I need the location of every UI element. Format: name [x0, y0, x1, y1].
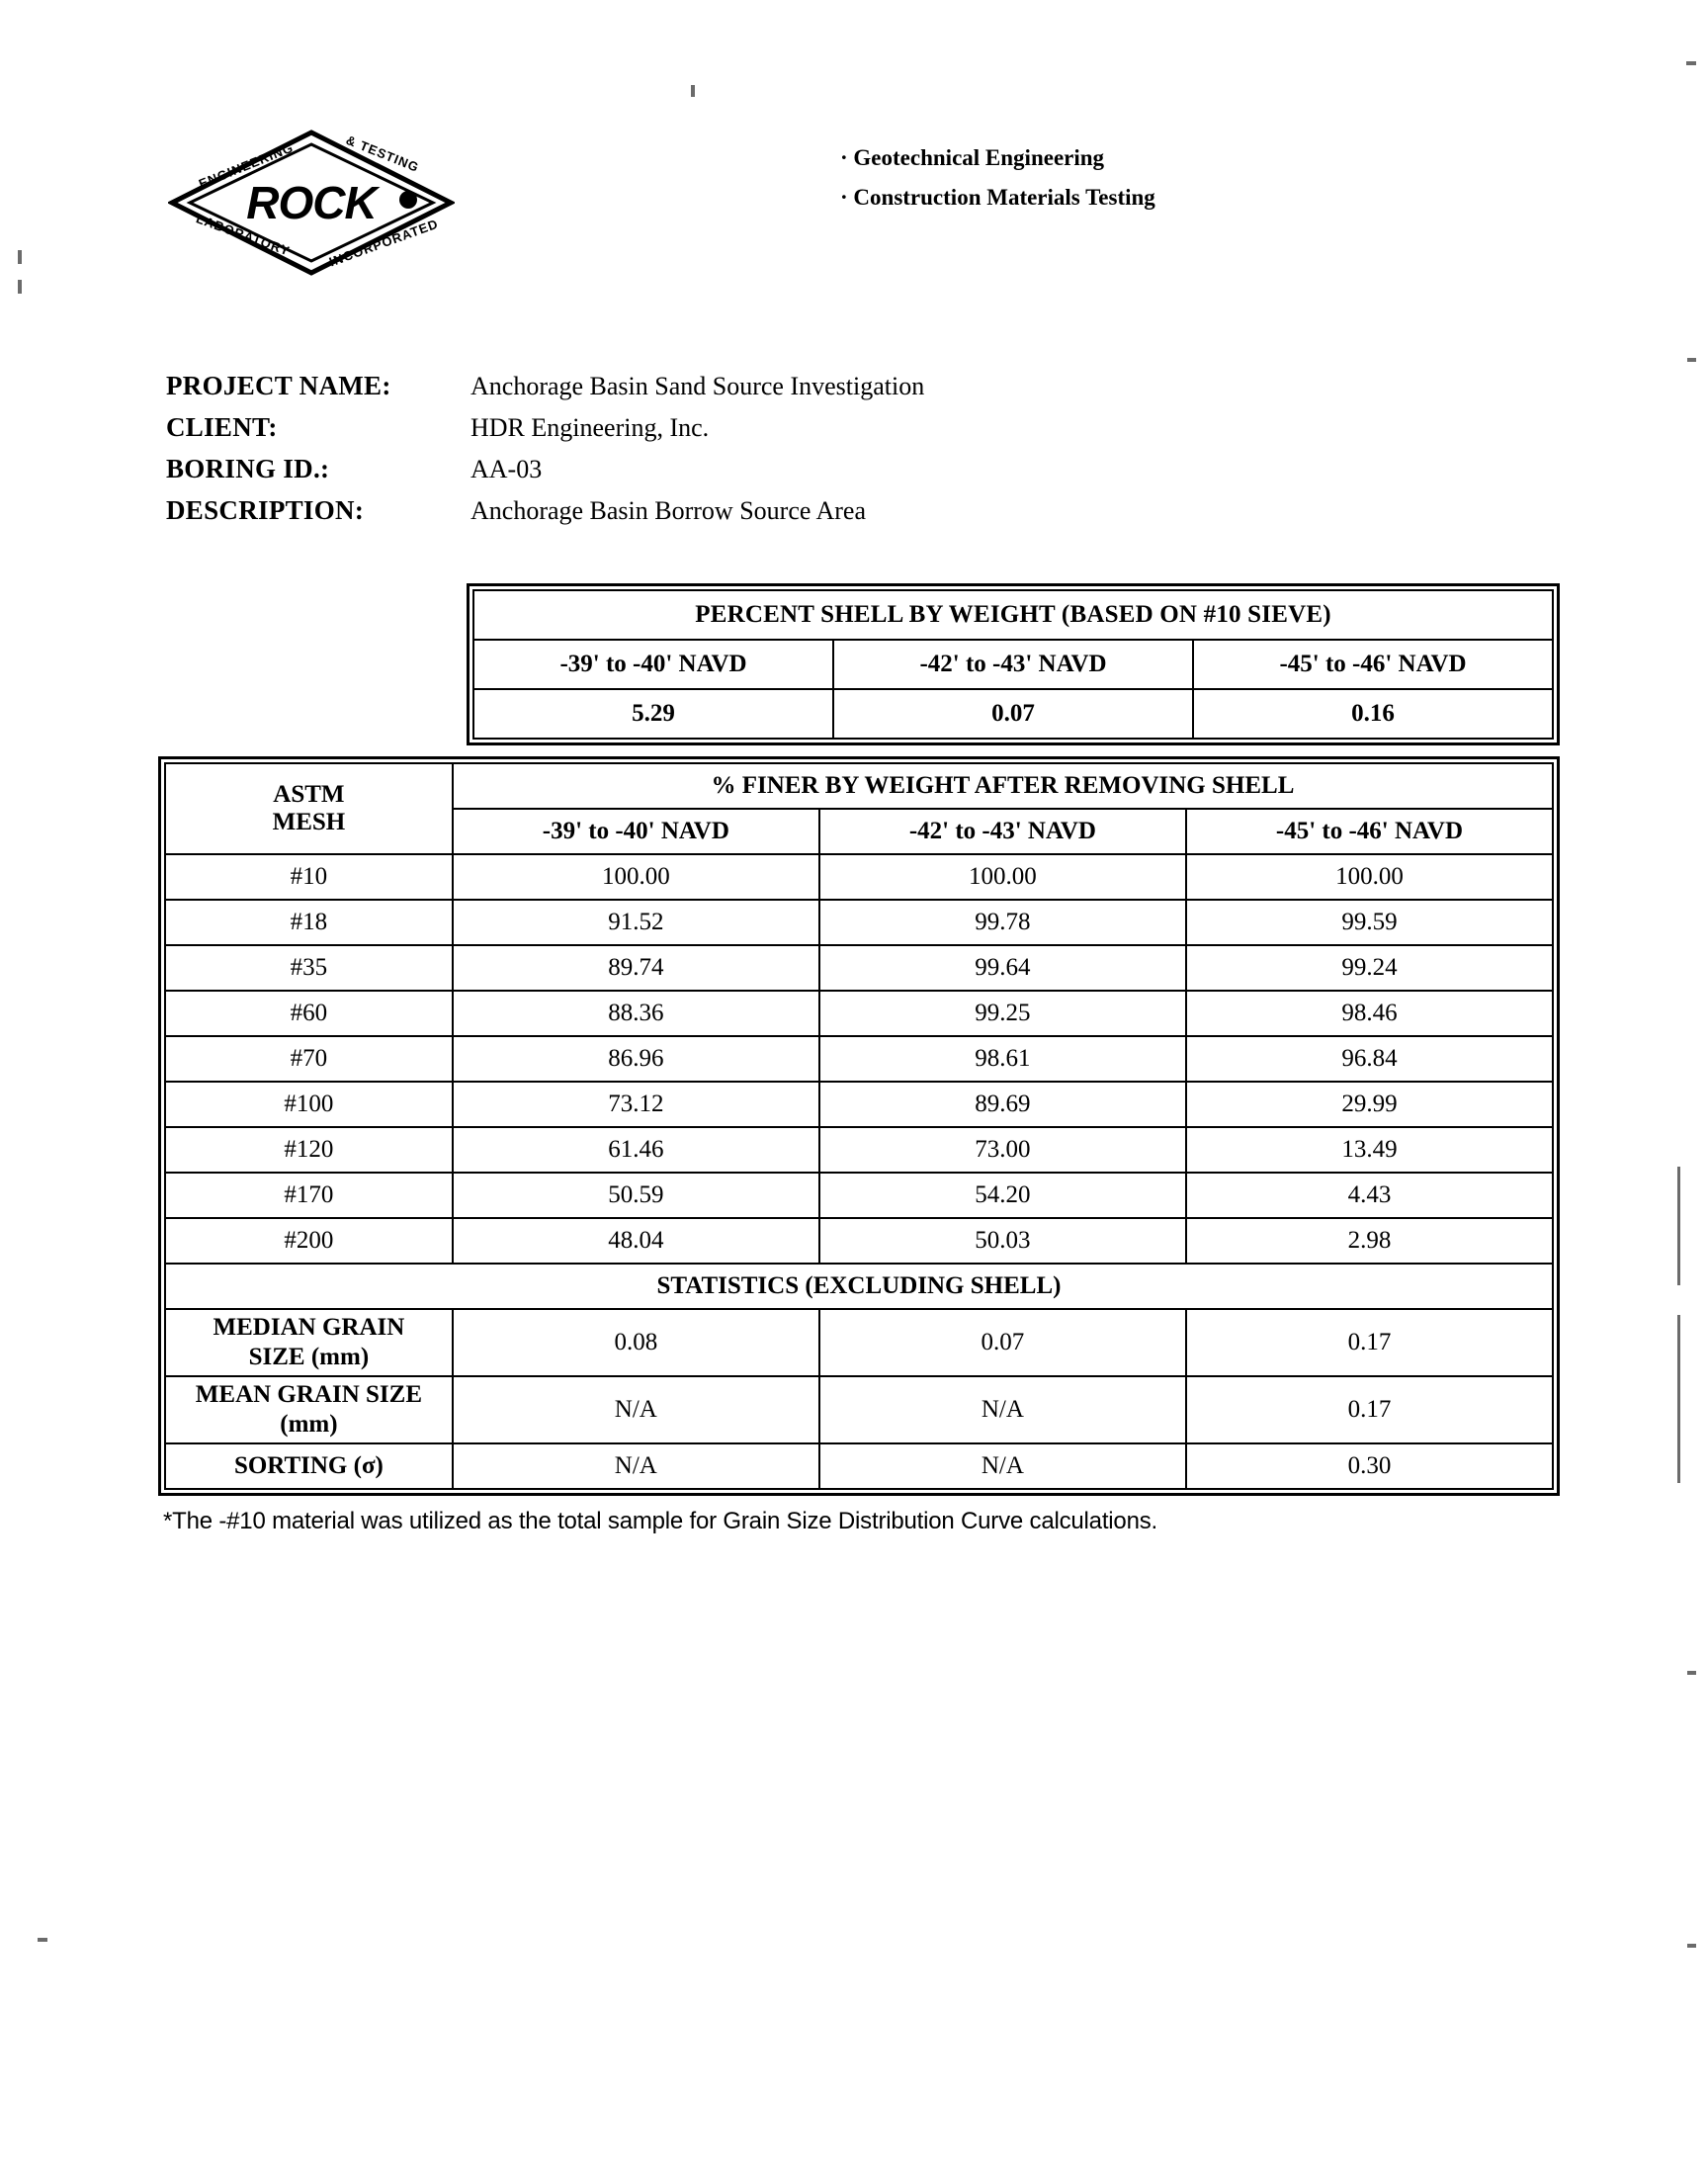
cell-value: 100.00 [819, 854, 1186, 900]
info-label: BORING ID.: [166, 454, 330, 483]
table-row [165, 1264, 1553, 1309]
scan-mark [18, 250, 22, 264]
statistic-label-line2: (mm) [280, 1411, 338, 1438]
scan-mark [1677, 1315, 1680, 1483]
mesh-label: #120 [165, 1127, 453, 1173]
service-item: · Construction Materials Testing [840, 185, 1155, 210]
table-row [165, 763, 1553, 809]
info-value: AA-03 [470, 455, 543, 483]
cell-value: 54.20 [819, 1173, 1186, 1218]
table-row [165, 1036, 1553, 1082]
cell-value: 99.25 [819, 991, 1186, 1036]
info-value: Anchorage Basin Borrow Source Area [470, 496, 866, 525]
statistics-title: STATISTICS (EXCLUDING SHELL) [165, 1264, 1553, 1309]
table-row [165, 900, 1553, 945]
gradation-table [164, 762, 1554, 1490]
scan-mark [1687, 1944, 1696, 1948]
mesh-label: #200 [165, 1218, 453, 1264]
cell-value: 50.03 [819, 1218, 1186, 1264]
cell-value: 0.07 [819, 1309, 1186, 1376]
service-item: · Geotechnical Engineering [840, 145, 1105, 170]
gradation-table-container [158, 756, 1560, 1496]
column-header: -42' to -43' NAVD [819, 809, 1186, 854]
info-label: CLIENT: [166, 412, 278, 442]
scan-mark [691, 85, 695, 97]
cell-value: 0.17 [1186, 1376, 1553, 1443]
cell-value: 99.78 [819, 900, 1186, 945]
column-header: -45' to -46' NAVD [1193, 640, 1553, 689]
logo-ring-bottom-right: INCORPORATED [326, 216, 441, 270]
statistic-label [165, 1443, 453, 1489]
info-row [166, 371, 1451, 412]
cell-value: 99.24 [1186, 945, 1553, 991]
table-row [165, 1127, 1553, 1173]
cell-value: 61.46 [453, 1127, 819, 1173]
percent-shell-table-border [467, 583, 1560, 745]
statistic-label [165, 1376, 453, 1443]
table-row [165, 1173, 1553, 1218]
table-row [165, 1443, 1553, 1489]
cell-value: N/A [453, 1443, 819, 1489]
info-value: HDR Engineering, Inc. [470, 413, 710, 442]
info-label: PROJECT NAME: [166, 371, 391, 400]
logo-ring-top-left: ENGINEERING [196, 139, 297, 192]
cell-value: 89.69 [819, 1082, 1186, 1127]
footnote: *The -#10 material was utilized as the total sample for Grain Size Distribution Curve calculations. [163, 1508, 1157, 1534]
services-list [840, 138, 1155, 218]
scan-mark [1687, 1671, 1696, 1675]
info-row [166, 412, 1451, 454]
gradation-table-border [158, 756, 1560, 1496]
scan-mark [1686, 61, 1696, 65]
cell-value: 96.84 [1186, 1036, 1553, 1082]
column-header: -39' to -40' NAVD [473, 640, 833, 689]
statistic-label-line2: SIZE (mm) [248, 1344, 370, 1370]
column-header: -42' to -43' NAVD [833, 640, 1193, 689]
cell-value: 73.00 [819, 1127, 1186, 1173]
shell-value: 5.29 [473, 689, 833, 739]
cell-value: 13.49 [1186, 1127, 1553, 1173]
scan-mark [1687, 358, 1696, 362]
cell-value: 29.99 [1186, 1082, 1553, 1127]
cell-value: N/A [819, 1443, 1186, 1489]
cell-value: 99.59 [1186, 900, 1553, 945]
cell-value: 88.36 [453, 991, 819, 1036]
statistic-label-line1: MEDIAN GRAIN [213, 1314, 405, 1341]
logo-ring-bottom-left: LABORATORY [194, 211, 293, 259]
logo-ring-top-right: & TESTING [344, 131, 422, 176]
info-row [166, 454, 1451, 495]
column-header: -45' to -46' NAVD [1186, 809, 1553, 854]
percent-shell-table-container [467, 583, 1560, 745]
mesh-label: #35 [165, 945, 453, 991]
shell-value: 0.07 [833, 689, 1193, 739]
table-row [473, 640, 1553, 689]
mesh-label: #60 [165, 991, 453, 1036]
cell-value: 48.04 [453, 1218, 819, 1264]
scan-mark [1677, 1167, 1680, 1285]
info-label: DESCRIPTION: [166, 495, 365, 525]
cell-value: 99.64 [819, 945, 1186, 991]
company-logo [168, 129, 465, 287]
column-header: -39' to -40' NAVD [453, 809, 819, 854]
cell-value: 98.46 [1186, 991, 1553, 1036]
document-header [158, 119, 1562, 297]
cell-value: 89.74 [453, 945, 819, 991]
table-row [165, 991, 1553, 1036]
table-row [165, 1082, 1553, 1127]
project-info [166, 371, 1451, 537]
percent-shell-table [472, 589, 1554, 740]
scan-mark [18, 280, 22, 294]
table-row [165, 854, 1553, 900]
percent-shell-title: PERCENT SHELL BY WEIGHT (BASED ON #10 SIEVE) [473, 590, 1553, 640]
cell-value: 0.30 [1186, 1443, 1553, 1489]
statistic-label-line1: MEAN GRAIN SIZE [195, 1381, 422, 1408]
cell-value: 86.96 [453, 1036, 819, 1082]
table-row [165, 945, 1553, 991]
cell-value: 73.12 [453, 1082, 819, 1127]
table-row [165, 1376, 1553, 1443]
mesh-label: #10 [165, 854, 453, 900]
mesh-label: #70 [165, 1036, 453, 1082]
finer-by-weight-header: % FINER BY WEIGHT AFTER REMOVING SHELL [453, 763, 1553, 809]
cell-value: 98.61 [819, 1036, 1186, 1082]
table-row [165, 1218, 1553, 1264]
info-row [166, 495, 1451, 537]
table-row [473, 689, 1553, 739]
astm-mesh-header-line2: MESH [272, 809, 346, 835]
shell-value: 0.16 [1193, 689, 1553, 739]
table-row [165, 1309, 1553, 1376]
cell-value: 0.08 [453, 1309, 819, 1376]
mesh-label: #170 [165, 1173, 453, 1218]
cell-value: 50.59 [453, 1173, 819, 1218]
statistic-label [165, 1309, 453, 1376]
statistic-label-line1: SORTING (σ) [233, 1452, 384, 1479]
cell-value: 2.98 [1186, 1218, 1553, 1264]
scan-mark [38, 1938, 47, 1942]
mesh-label: #100 [165, 1082, 453, 1127]
astm-mesh-header [165, 763, 453, 854]
cell-value: N/A [819, 1376, 1186, 1443]
cell-value: 100.00 [453, 854, 819, 900]
cell-value: 0.17 [1186, 1309, 1553, 1376]
mesh-label: #18 [165, 900, 453, 945]
logo-wordmark: ROCK [246, 177, 377, 228]
cell-value: 91.52 [453, 900, 819, 945]
cell-value: 4.43 [1186, 1173, 1553, 1218]
table-row [473, 590, 1553, 640]
astm-mesh-header-line1: ASTM [273, 781, 345, 808]
cell-value: N/A [453, 1376, 819, 1443]
info-value: Anchorage Basin Sand Source Investigation [470, 372, 925, 400]
cell-value: 100.00 [1186, 854, 1553, 900]
